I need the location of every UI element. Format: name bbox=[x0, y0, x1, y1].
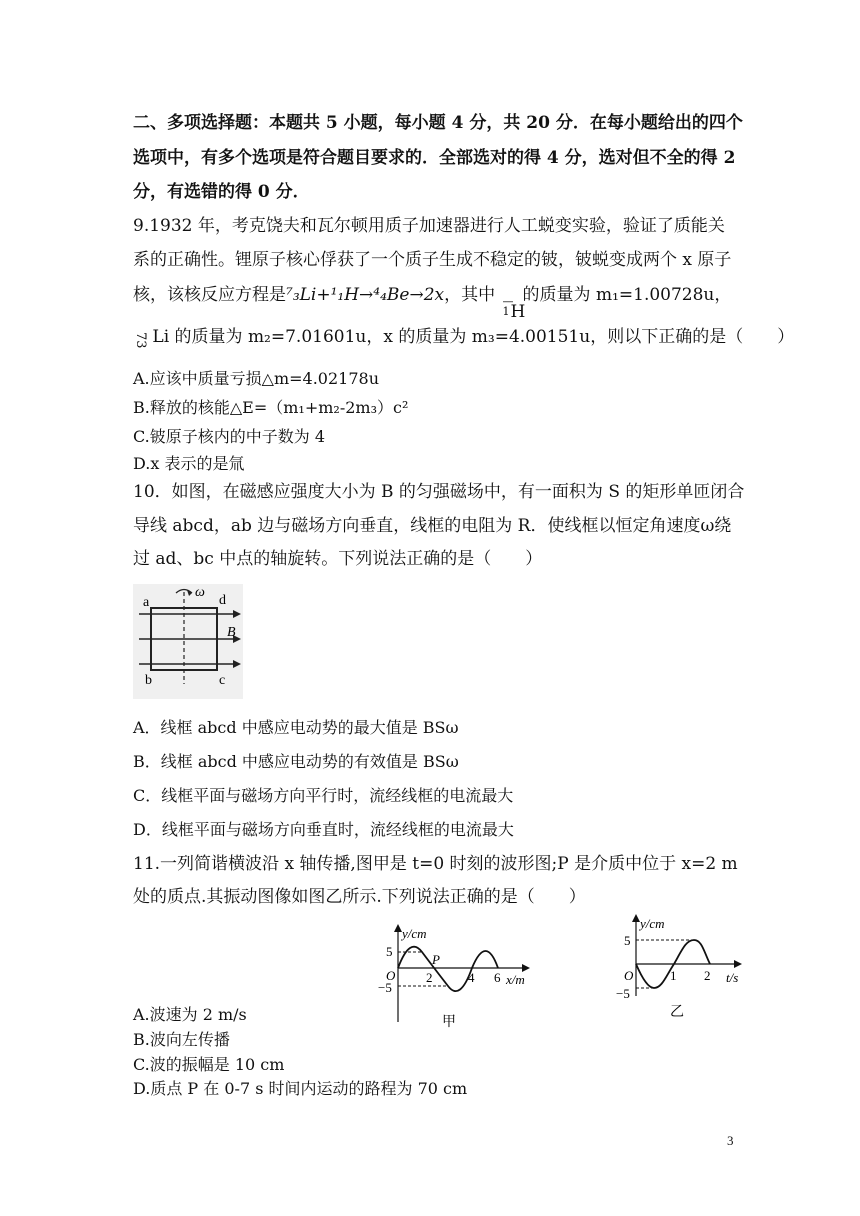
corner-a-label: a bbox=[143, 595, 150, 610]
jia-tick-minus5: −5 bbox=[378, 980, 392, 995]
q9-line4 bbox=[133, 325, 794, 351]
q9-line2: 系的正确性。锂原子核心俘获了一个质子生成不稳定的铍，铍蜕变成两个 x 原子 bbox=[133, 250, 732, 270]
waveform-figure-jia bbox=[364, 922, 534, 1032]
q11-option-b[interactable]: B.波向左传播 bbox=[133, 1030, 230, 1049]
q9-option-b[interactable]: B.释放的核能△E=（m₁+m₂-2m₃）c² bbox=[133, 398, 409, 417]
jia-tick-4: 4 bbox=[468, 970, 475, 985]
section-heading-line2: 选项中，有多个选项是符合题目要求的．全部选对的得 4 分，选对但不全的得 2 bbox=[133, 148, 736, 168]
nuclear-reaction-equation: ⁷₃Li+¹₁H→⁴₄Be→2x bbox=[286, 285, 445, 305]
vibration-figure-yi bbox=[608, 912, 768, 1022]
q10-line1: 10．如图，在磁感应强度大小为 B 的匀强磁场中，有一面积为 S 的矩形单匝闭合 bbox=[133, 482, 745, 502]
q11-line1: 11.一列简谐横波沿 x 轴传播,图甲是 t=0 时刻的波形图;P 是介质中位于 x=2 m bbox=[133, 854, 738, 874]
q9-line3: 核，该核反应方程是⁷₃Li+¹₁H→⁴₄Be→2x，其中 — 1 H 的质量为 m₁=1.00728u， bbox=[133, 285, 732, 322]
q11-line2: 处的质点.其振动图像如图乙所示.下列说法正确的是（ ） bbox=[133, 887, 586, 907]
rotating-coil-figure bbox=[133, 584, 243, 699]
field-b-label: B bbox=[227, 625, 236, 640]
yi-ylabel: y/cm bbox=[640, 916, 665, 931]
jia-point-p: P bbox=[432, 952, 440, 967]
section-heading-line1: 二、多项选择题：本题共 5 小题，每小题 4 分，共 20 分．在每小题给出的四个 bbox=[133, 113, 743, 133]
yi-origin: O bbox=[624, 968, 634, 983]
q9-option-a[interactable]: A.应该中质量亏损△m=4.02178u bbox=[133, 369, 379, 388]
jia-origin: O bbox=[386, 968, 396, 983]
q9-line3-post: 的质量为 m₁=1.00728u， bbox=[522, 285, 732, 305]
q9-option-c[interactable]: C.铍原子核内的中子数为 4 bbox=[133, 427, 326, 446]
section-heading-line3: 分，有选错的得 0 分． bbox=[133, 182, 310, 202]
q9-line1: 9.1932 年，考克饶夫和瓦尔顿用质子加速器进行人工蜕变实验，验证了质能关 bbox=[133, 216, 725, 236]
q10-line2: 导线 abcd，ab 边与磁场方向垂直，线框的电阻为 R．使线框以恒定角速度ω绕 bbox=[133, 516, 732, 536]
jia-tick-6: 6 bbox=[494, 970, 501, 985]
yi-tick-2: 2 bbox=[704, 968, 711, 983]
q11-option-c[interactable]: C.波的振幅是 10 cm bbox=[133, 1055, 285, 1074]
q10-option-b[interactable]: B．线框 abcd 中感应电动势的有效值是 BSω bbox=[133, 752, 459, 771]
page-number: 3 bbox=[727, 1133, 734, 1148]
q9-line3-pre: 核，该核反应方程是 bbox=[133, 285, 286, 305]
omega-label: ω bbox=[195, 585, 205, 600]
q10-option-d[interactable]: D．线框平面与磁场方向垂直时，流经线框的电流最大 bbox=[133, 820, 514, 839]
jia-xlabel: x/m bbox=[506, 972, 525, 987]
corner-d-label: d bbox=[219, 593, 226, 608]
jia-tick-5: 5 bbox=[386, 944, 393, 959]
jia-caption: 甲 bbox=[442, 1015, 456, 1030]
q10-option-a[interactable]: A．线框 abcd 中感应电动势的最大值是 BSω bbox=[133, 718, 459, 737]
yi-tick-1: 1 bbox=[670, 968, 677, 983]
q10-option-c[interactable]: C．线框平面与磁场方向平行时，流经线框的电流最大 bbox=[133, 786, 514, 805]
q9-option-d[interactable]: D.x 表示的是氚 bbox=[133, 454, 245, 473]
yi-xlabel: t/s bbox=[726, 970, 739, 985]
q9-line3-mid: ，其中 bbox=[444, 285, 496, 305]
li-mass-number: 73 bbox=[133, 332, 148, 349]
corner-c-label: c bbox=[219, 673, 226, 688]
jia-ylabel: y/cm bbox=[402, 926, 427, 941]
q11-option-d[interactable]: D.质点 P 在 0-7 s 时间内运动的路程为 70 cm bbox=[133, 1079, 468, 1098]
jia-tick-2: 2 bbox=[426, 970, 433, 985]
q10-line3: 过 ad、bc 中点的轴旋转。下列说法正确的是（ ） bbox=[133, 549, 543, 569]
corner-b-label: b bbox=[145, 673, 152, 688]
yi-tick-minus5: −5 bbox=[616, 986, 630, 1001]
q9-line4-text: Li 的质量为 m₂=7.01601u，x 的质量为 m₃=4.00151u，则以下正确的是（ ） bbox=[152, 327, 795, 347]
q11-option-a[interactable]: A.波速为 2 m/s bbox=[133, 1005, 247, 1024]
yi-tick-5: 5 bbox=[624, 933, 631, 948]
yi-caption: 乙 bbox=[670, 1005, 684, 1020]
